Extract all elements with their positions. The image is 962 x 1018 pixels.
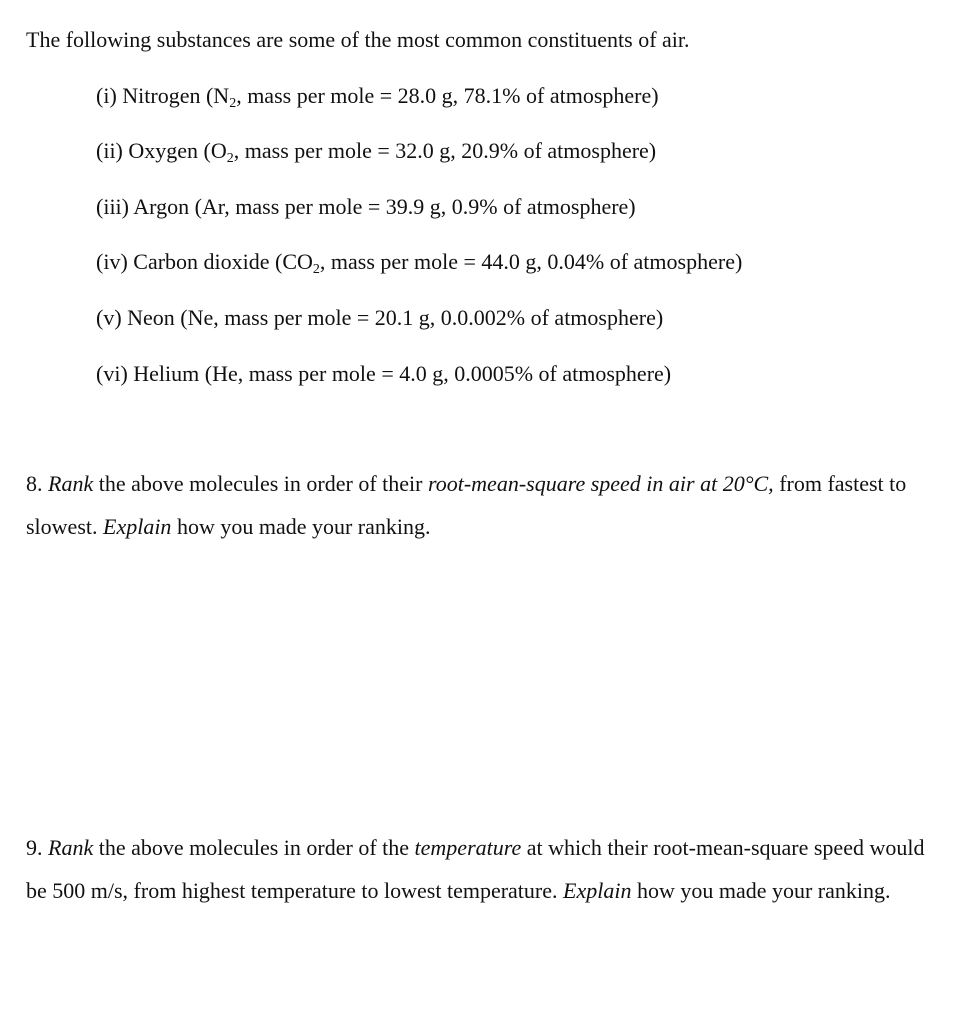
item-text: (iii) Argon (Ar, mass per mole = 39.9 g, 0.9% of atmosphere): [96, 194, 636, 219]
item-text: (ii) Oxygen (O: [96, 138, 227, 163]
question-text: how you made your ranking.: [631, 878, 891, 903]
item-text: (v) Neon (Ne, mass per mole = 20.1 g, 0.0.002% of atmosphere): [96, 305, 664, 330]
explain-verb: Explain: [563, 878, 632, 903]
list-item-argon: [96, 194, 636, 220]
list-item-helium: [96, 361, 671, 387]
question-text: the above molecules in order of their: [93, 471, 428, 496]
question-number: 8.: [26, 471, 48, 496]
question-text: how you made your ranking.: [171, 514, 431, 539]
item-text: (i) Nitrogen (N: [96, 83, 230, 108]
question-text: the above molecules in order of the: [93, 835, 415, 860]
item-text: (iv) Carbon dioxide (CO: [96, 249, 313, 274]
explain-verb: Explain: [103, 514, 172, 539]
list-item-neon: [96, 305, 663, 331]
item-subscript: 2: [229, 96, 237, 111]
list-item-carbon-dioxide: [96, 249, 742, 275]
question-8: [26, 462, 946, 548]
question-text: at which their root-mean-square speed would be 500 m/s, from highest temperature to lowest temperature.: [26, 835, 925, 903]
question-text: from fastest to slowest.: [26, 471, 907, 539]
item-text: , mass per mole = 44.0 g, 0.04% of atmosphere): [319, 249, 743, 274]
item-text: , mass per mole = 28.0 g, 78.1% of atmosphere): [236, 83, 659, 108]
list-item-oxygen: [96, 138, 656, 164]
rank-verb: Rank: [48, 471, 94, 496]
question-emphasis: root-mean-square speed in air at 20°C,: [427, 471, 774, 496]
question-9: [26, 826, 946, 912]
item-text: , mass per mole = 32.0 g, 20.9% of atmosphere): [233, 138, 657, 163]
question-emphasis: temperature: [414, 835, 522, 860]
intro-text: The following substances are some of the most common constituents of air.: [26, 27, 690, 52]
rank-verb: Rank: [48, 835, 94, 860]
item-text: (vi) Helium (He, mass per mole = 4.0 g, 0.0005% of atmosphere): [96, 361, 672, 386]
item-subscript: 2: [312, 262, 320, 277]
list-item-nitrogen: [96, 83, 659, 109]
item-subscript: 2: [226, 151, 234, 166]
question-number: 9.: [26, 835, 48, 860]
